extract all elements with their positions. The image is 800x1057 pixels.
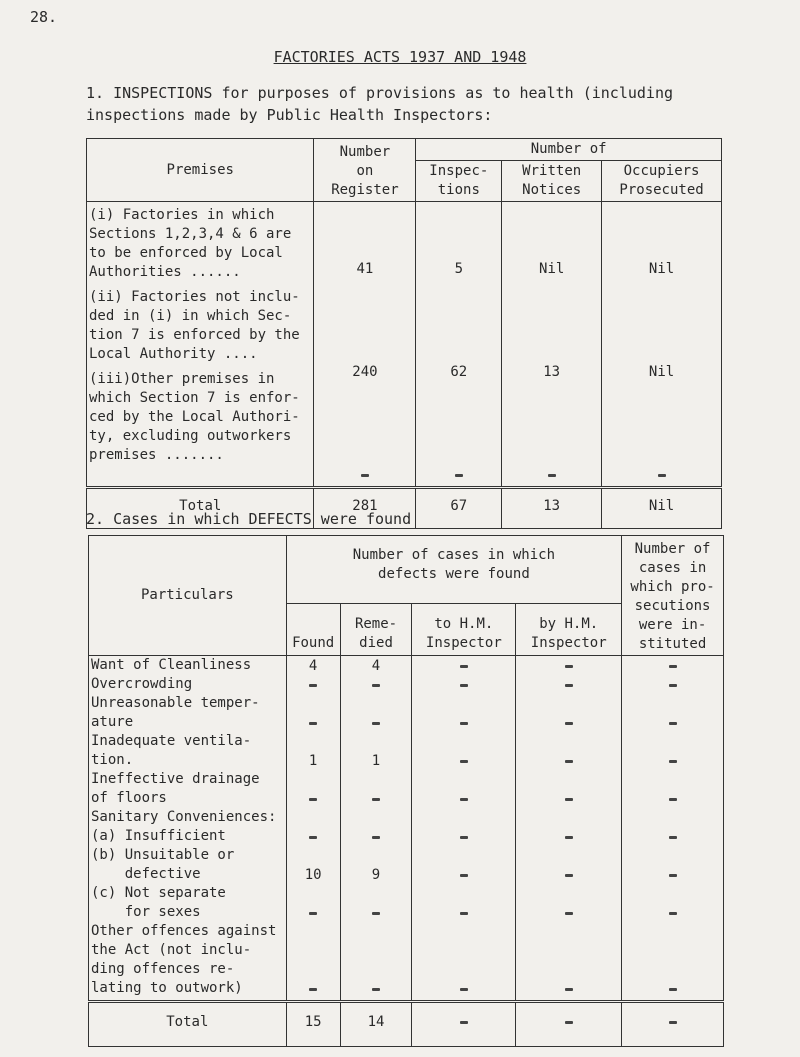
header-remedied: Reme- died bbox=[340, 604, 412, 656]
dash bbox=[460, 912, 468, 915]
dash bbox=[669, 665, 677, 668]
page-number: 28. bbox=[30, 8, 58, 26]
dash bbox=[460, 665, 468, 668]
dash bbox=[309, 836, 317, 839]
dash bbox=[372, 988, 380, 991]
dash bbox=[603, 466, 720, 485]
dash bbox=[460, 760, 468, 763]
dash bbox=[372, 798, 380, 801]
total-notices: 13 bbox=[502, 488, 602, 529]
dash bbox=[417, 466, 500, 485]
dash bbox=[669, 988, 677, 991]
dash bbox=[565, 760, 573, 763]
header-written-notices: Written Notices bbox=[502, 161, 602, 202]
table-row-label: (i) Factories in which Sections 1,2,3,4 & 6 are to be enforced by Local Authorities ...... (ii) Factories not inclu- ded in (i) in which Sec- tion 7 is enforced by the Local Authority .... (iii)Other premises in which Section 7 is enfor- ced by the Local Authori- ty, excluding outworkers premises ....... bbox=[87, 202, 314, 488]
header-register: Number on Register bbox=[314, 139, 416, 202]
dash bbox=[460, 988, 468, 991]
prosecutions-column bbox=[622, 656, 724, 1002]
dash bbox=[315, 466, 414, 485]
defects-total-found: 15 bbox=[286, 1002, 340, 1047]
dash bbox=[460, 1021, 468, 1024]
total-prosecuted: Nil bbox=[602, 488, 722, 529]
dash bbox=[460, 874, 468, 877]
register-values: 41 240 bbox=[314, 202, 416, 488]
to-hm-column bbox=[412, 656, 516, 1002]
dash bbox=[309, 912, 317, 915]
dash bbox=[565, 665, 573, 668]
inspections-table bbox=[86, 138, 722, 529]
dash bbox=[565, 1021, 573, 1024]
defects-total-remedied: 14 bbox=[340, 1002, 412, 1047]
dash bbox=[372, 912, 380, 915]
header-defects-found: Number of cases in which defects were found bbox=[286, 536, 621, 604]
dash bbox=[455, 474, 463, 477]
dash bbox=[565, 836, 573, 839]
dash bbox=[669, 874, 677, 877]
dash bbox=[658, 474, 666, 477]
dash bbox=[372, 836, 380, 839]
dash bbox=[460, 684, 468, 687]
header-found: Found bbox=[286, 604, 340, 656]
dash bbox=[669, 798, 677, 801]
dash bbox=[669, 1021, 677, 1024]
header-premises: Premises bbox=[87, 139, 314, 202]
page-title: FACTORIES ACTS 1937 AND 1948 bbox=[273, 48, 527, 66]
total-inspections: 67 bbox=[416, 488, 502, 529]
particulars-column: Want of Cleanliness Overcrowding Unreasonable temper- ature Inadequate ventila- tion. Ineffective drainage of floors Sanitary Conveniences: (a) Insufficient (b) Unsuitable or defective (c) Not separate for sexes Other offences against the Act (not inclu- ding offences re- lating to outwork) bbox=[89, 656, 287, 1002]
header-occupiers-prosecuted: Occupiers Prosecuted bbox=[602, 161, 722, 202]
dash bbox=[460, 722, 468, 725]
dash bbox=[372, 722, 380, 725]
header-number-of: Number of bbox=[416, 139, 722, 161]
defects-table bbox=[88, 535, 724, 1047]
by-hm-column bbox=[516, 656, 622, 1002]
dash bbox=[669, 684, 677, 687]
dash bbox=[309, 722, 317, 725]
total-register: 281 bbox=[314, 488, 416, 529]
section1-heading-line: 1. INSPECTIONS for purposes of provisions as to health (including bbox=[86, 84, 673, 102]
dash bbox=[372, 684, 380, 687]
dash bbox=[565, 874, 573, 877]
dash bbox=[503, 466, 600, 485]
prosecuted-values: Nil Nil bbox=[602, 202, 722, 488]
header-particulars: Particulars bbox=[89, 536, 287, 656]
section1-heading-line: inspections made by Public Health Inspectors: bbox=[86, 106, 493, 124]
header-to-hm-inspector: to H.M. Inspector bbox=[412, 604, 516, 656]
found-column: 4 1 10 bbox=[286, 656, 340, 1002]
dash bbox=[565, 798, 573, 801]
dash bbox=[565, 722, 573, 725]
dash bbox=[361, 474, 369, 477]
section1-heading bbox=[86, 82, 746, 126]
dash bbox=[460, 836, 468, 839]
dash bbox=[669, 722, 677, 725]
dash bbox=[460, 798, 468, 801]
defects-total-label: Total bbox=[89, 1002, 287, 1047]
dash bbox=[669, 836, 677, 839]
inspections-values: 5 62 bbox=[416, 202, 502, 488]
notices-values: Nil 13 bbox=[502, 202, 602, 488]
dash bbox=[565, 912, 573, 915]
dash bbox=[309, 684, 317, 687]
section2-heading: 2. Cases in which DEFECTS were found bbox=[86, 510, 412, 528]
remedied-column: 4 1 9 bbox=[340, 656, 412, 1002]
dash bbox=[669, 912, 677, 915]
dash bbox=[565, 988, 573, 991]
header-inspections: Inspec- tions bbox=[416, 161, 502, 202]
defects-total-prosecutions bbox=[622, 1002, 724, 1047]
header-by-hm-inspector: by H.M. Inspector bbox=[516, 604, 622, 656]
defects-total-to-hm bbox=[412, 1002, 516, 1047]
header-prosecutions: Number of cases in which pro- secutions were in- stituted bbox=[622, 536, 724, 656]
total-label: Total bbox=[87, 488, 314, 529]
dash bbox=[669, 760, 677, 763]
dash bbox=[309, 988, 317, 991]
defects-total-by-hm bbox=[516, 1002, 622, 1047]
dash bbox=[309, 798, 317, 801]
dash bbox=[565, 684, 573, 687]
dash bbox=[548, 474, 556, 477]
